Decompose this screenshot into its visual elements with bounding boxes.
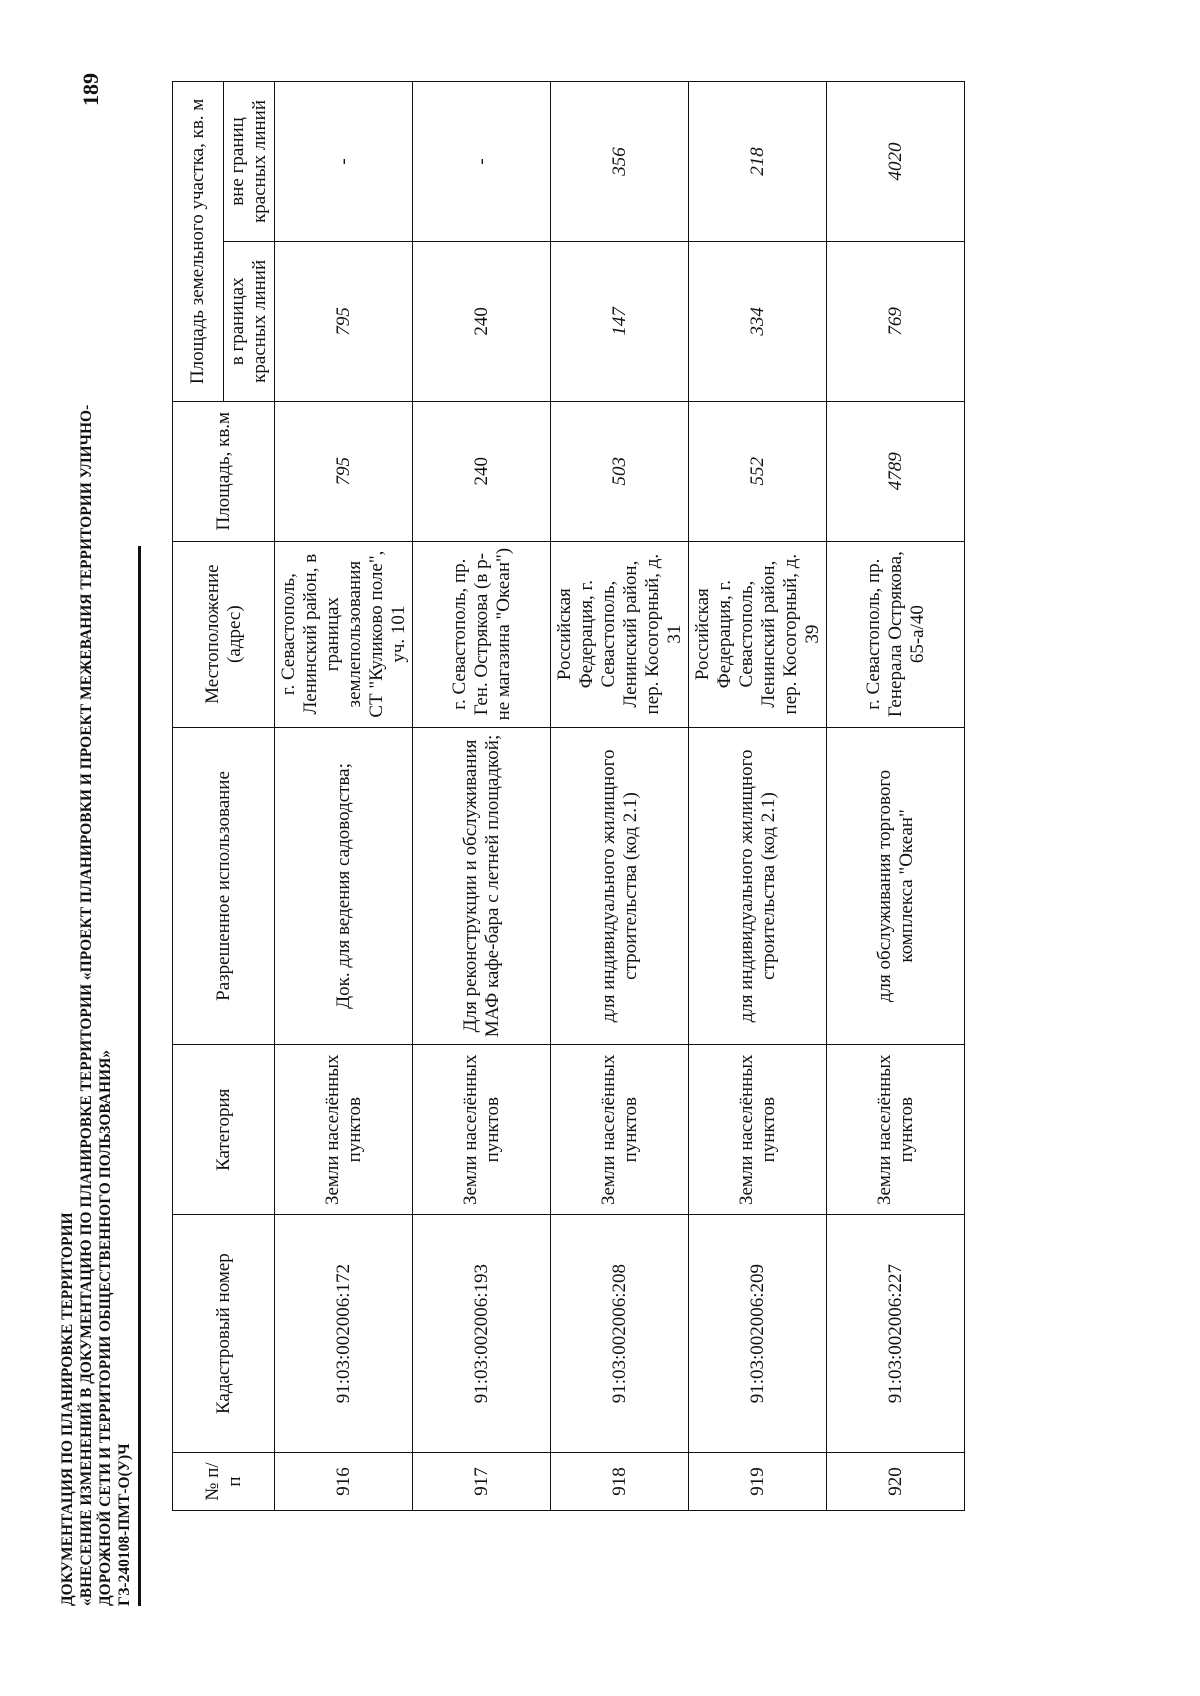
cell-usage: Док. для ведения садоводства; [275,727,413,1045]
header-line-4: ГЗ-240108-ПМТ-О(У)Ч [116,1443,133,1606]
cell-outside: - [275,82,413,242]
col-header-outside: вне границ красных линий [224,82,275,242]
cell-inside: 240 [413,241,551,401]
cell-usage: для индивидуального жилищного строительства (код 2.1) [689,727,827,1045]
cell-usage: для индивидуального жилищного строительства (код 2.1) [551,727,689,1045]
cell-outside: - [413,82,551,242]
cell-area: 795 [275,401,413,541]
col-header-area: Площадь, кв.м [173,401,275,541]
cell-num: 917 [413,1453,551,1511]
cell-outside: 4020 [827,82,965,242]
col-header-location: Местоположение (адрес) [173,541,275,727]
col-header-usage: Разрешенное использование [173,727,275,1045]
col-header-num: № п/п [173,1453,275,1511]
cell-location: г. Севастополь, пр. Генерала Острякова, 65-а/40 [827,541,965,727]
cell-category: Земли населённых пунктов [413,1045,551,1215]
cell-location: г. Севастополь, пр. Ген. Острякова (в р-не магазина "Океан") [413,541,551,727]
cell-cadastral: 91:03:002006:209 [689,1215,827,1453]
cell-num: 920 [827,1453,965,1511]
header-line-2: «ВНЕСЕНИЕ ИЗМЕНЕНИЙ В ДОКУМЕНТАЦИЮ ПО ПЛАНИРОВКЕ ТЕРРИТОРИИ «ПРОЕКТ ПЛАНИРОВКИ И ПРОЕКТ МЕЖЕВАНИЯ ТЕРРИТОРИИ УЛИЧНО- [78,404,95,1606]
cell-inside: 147 [551,241,689,401]
cell-category: Земли населённых пунктов [275,1045,413,1215]
cell-inside: 795 [275,241,413,401]
header-divider [138,546,141,1606]
document-header [58,156,134,1606]
cell-usage: Для реконструкции и обслуживания МАФ кафе-бара с летней площадкой; [413,727,551,1045]
cell-num: 918 [551,1453,689,1511]
land-plots-table [172,81,965,1511]
table-row [275,82,413,1511]
cell-inside: 334 [689,241,827,401]
cell-cadastral: 91:03:002006:172 [275,1215,413,1453]
table-row [413,82,551,1511]
cell-cadastral: 91:03:002006:193 [413,1215,551,1453]
cell-num: 919 [689,1453,827,1511]
cell-area: 240 [413,401,551,541]
page-number: 189 [78,73,103,106]
col-header-inside: в границах красных линий [224,241,275,401]
cell-area: 503 [551,401,689,541]
cell-area: 4789 [827,401,965,541]
cell-outside: 218 [689,82,827,242]
cell-location: Российская Федерация, г. Севастополь, Ленинский район, пер. Косогорный, д. 31 [551,541,689,727]
cell-outside: 356 [551,82,689,242]
header-line-3: ДОРОЖНОЙ СЕТИ И ТЕРРИТОРИИ ОБЩЕСТВЕННОГО ПОЛЬЗОВАНИЯ» [97,1049,114,1606]
table-row [689,82,827,1511]
cell-category: Земли населённых пунктов [827,1045,965,1215]
cell-category: Земли населённых пунктов [689,1045,827,1215]
col-header-cadastral: Кадастровый номер [173,1215,275,1453]
col-header-plot-area-group: Площадь земельного участка, кв. м [173,82,224,402]
col-header-category: Категория [173,1045,275,1215]
cell-cadastral: 91:03:002006:227 [827,1215,965,1453]
cell-category: Земли населённых пунктов [551,1045,689,1215]
table-row [551,82,689,1511]
cell-area: 552 [689,401,827,541]
cell-usage: для обслуживания торгового комплекса "Океан" [827,727,965,1045]
cell-location: г. Севастополь, Ленинский район, в границах землепользования СТ "Куликово поле", уч. 101 [275,541,413,727]
table-row [827,82,965,1511]
header-line-1: ДОКУМЕНТАЦИЯ ПО ПЛАНИРОВКЕ ТЕРРИТОРИИ [59,1212,76,1606]
cell-cadastral: 91:03:002006:208 [551,1215,689,1453]
cell-num: 916 [275,1453,413,1511]
cell-inside: 769 [827,241,965,401]
cell-location: Российская Федерация, г. Севастополь, Ленинский район, пер. Косогорный, д. 39 [689,541,827,727]
